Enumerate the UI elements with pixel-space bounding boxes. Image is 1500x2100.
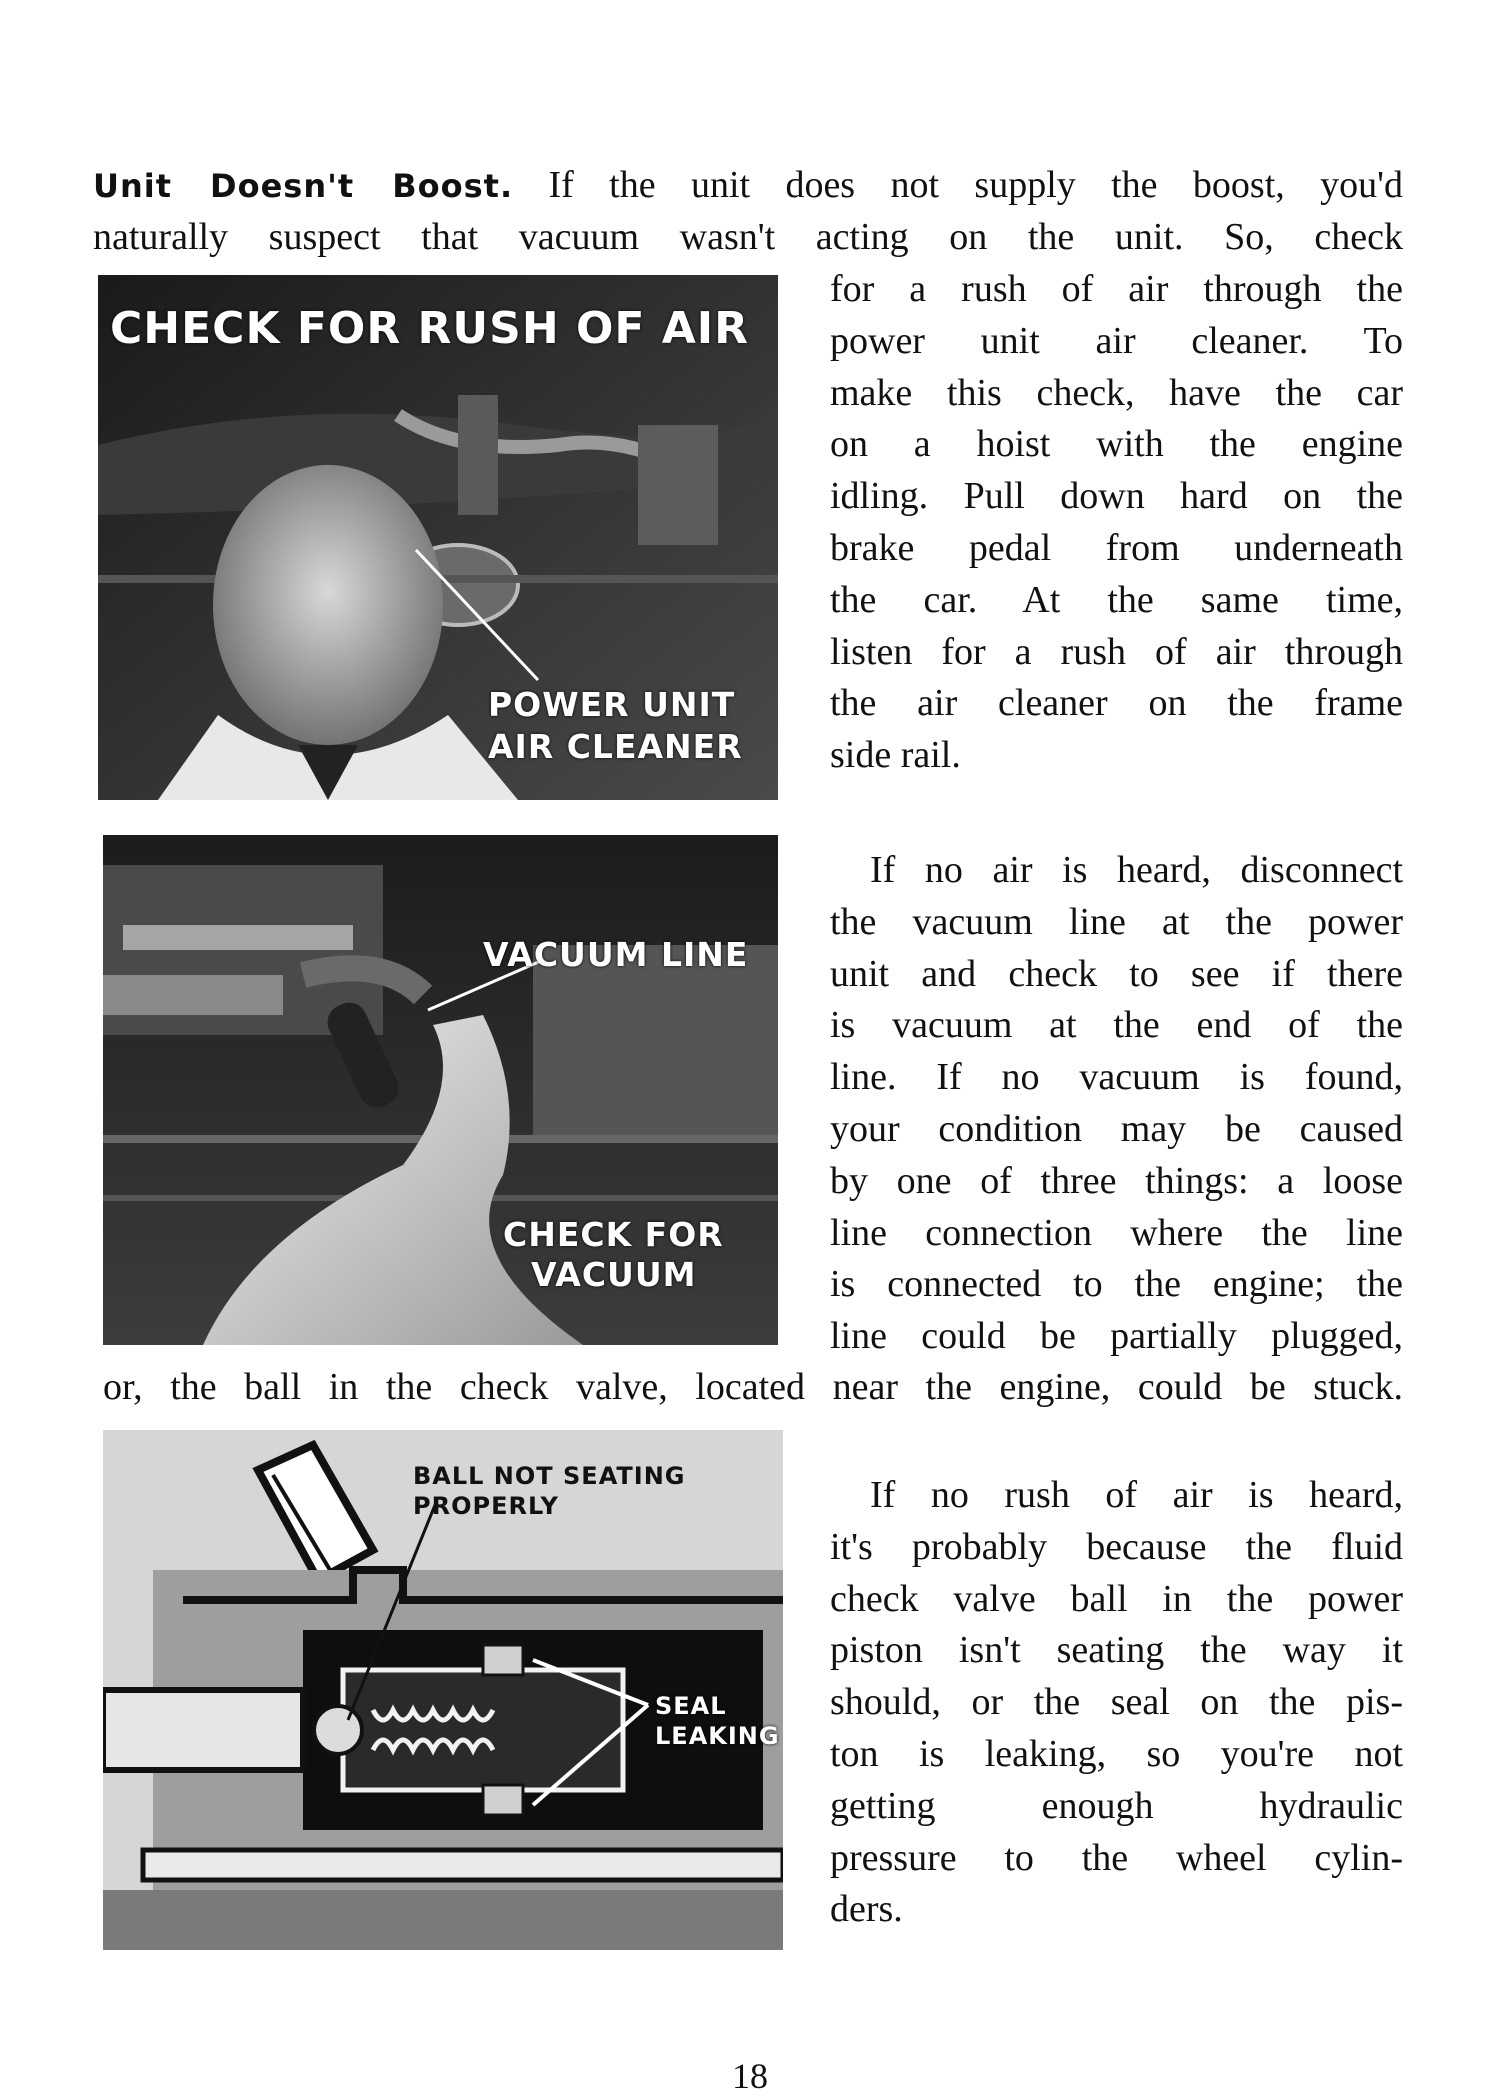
p1-line: power unit air cleaner. To — [830, 319, 1403, 362]
diagram-label-ball-line1: BALL NOT SEATING — [413, 1462, 686, 1490]
photo1-label-line2: AIR CLEANER — [488, 727, 743, 766]
paragraph-2-full-line-wrap — [103, 1362, 1403, 1414]
p3-line: should, or the seal on the pis- — [830, 1681, 1403, 1724]
intro-line-2: naturally suspect that vacuum wasn't acting on the unit. So, check — [93, 216, 1403, 258]
paragraph-2 — [830, 845, 1403, 1363]
p3-line: check valve ball in the power — [830, 1577, 1403, 1620]
p3-line: pressure to the wheel cylin- — [830, 1836, 1403, 1879]
p2-line: unit and check to see if there — [830, 952, 1403, 995]
photo2-caption-line2: VACUUM — [531, 1255, 697, 1294]
p1-line: listen for a rush of air through — [830, 630, 1403, 673]
p2-line: your condition may be caused — [830, 1107, 1403, 1150]
intro-line-1 — [93, 160, 1403, 213]
p1-line: on a hoist with the engine — [830, 423, 1403, 466]
p3-line: ders. — [830, 1888, 903, 1931]
p2-line: is connected to the engine; the — [830, 1263, 1403, 1306]
photo-check-rush-of-air — [98, 275, 778, 800]
section-heading: Unit Doesn't Boost. — [93, 167, 514, 205]
p2-line: If no air is heard, disconnect — [870, 849, 1403, 891]
paragraph-1 — [830, 264, 1403, 782]
photo2-vacuum-line-label: VACUUM LINE — [483, 935, 749, 974]
p1-line: side rail. — [830, 734, 961, 777]
p2-line: line connection where the line — [830, 1211, 1403, 1254]
p2-line: line could be partially plugged, — [830, 1315, 1403, 1358]
p3-line: it's probably because the fluid — [830, 1525, 1403, 1568]
diagram-label-ball-line2: PROPERLY — [413, 1492, 559, 1520]
p3-line: If no rush of air is heard, — [870, 1474, 1403, 1516]
p1-line: idling. Pull down hard on the — [830, 475, 1403, 518]
photo-check-for-vacuum — [103, 835, 778, 1345]
intro-paragraph — [93, 160, 1403, 213]
diagram-label-seal-line2: LEAKING — [655, 1722, 780, 1750]
p3-line: ton is leaking, so you're not — [830, 1732, 1403, 1775]
p2-line: the vacuum line at the power — [830, 900, 1403, 943]
photo1-title: CHECK FOR RUSH OF AIR — [110, 303, 750, 354]
page-number: 18 — [732, 2056, 768, 2096]
p2-line: by one of three things: a loose — [830, 1159, 1403, 1202]
p2-full-line: or, the ball in the check valve, located near the engine, could be stuck. — [103, 1366, 1403, 1408]
p1-line: for a rush of air through the — [830, 268, 1403, 310]
diagram-check-valve — [103, 1430, 783, 1950]
p3-line: getting enough hydraulic — [830, 1784, 1403, 1827]
p1-line: the car. At the same time, — [830, 578, 1403, 621]
p3-line: piston isn't seating the way it — [830, 1629, 1403, 1672]
photo1-label-line1: POWER UNIT — [488, 685, 736, 724]
photo2-caption-line1: CHECK FOR — [503, 1215, 724, 1254]
p2-line: line. If no vacuum is found, — [830, 1056, 1403, 1099]
p1-line: make this check, have the car — [830, 371, 1403, 414]
intro-line-1-text: If the unit does not supply the boost, you'd — [548, 164, 1403, 206]
p1-line: brake pedal from underneath — [830, 526, 1403, 569]
p2-line: is vacuum at the end of the — [830, 1004, 1403, 1047]
paragraph-3 — [830, 1470, 1403, 1936]
diagram-label-seal-line1: SEAL — [655, 1692, 727, 1720]
intro-line-2-wrap — [93, 212, 1403, 264]
p1-line: the air cleaner on the frame — [830, 682, 1403, 725]
